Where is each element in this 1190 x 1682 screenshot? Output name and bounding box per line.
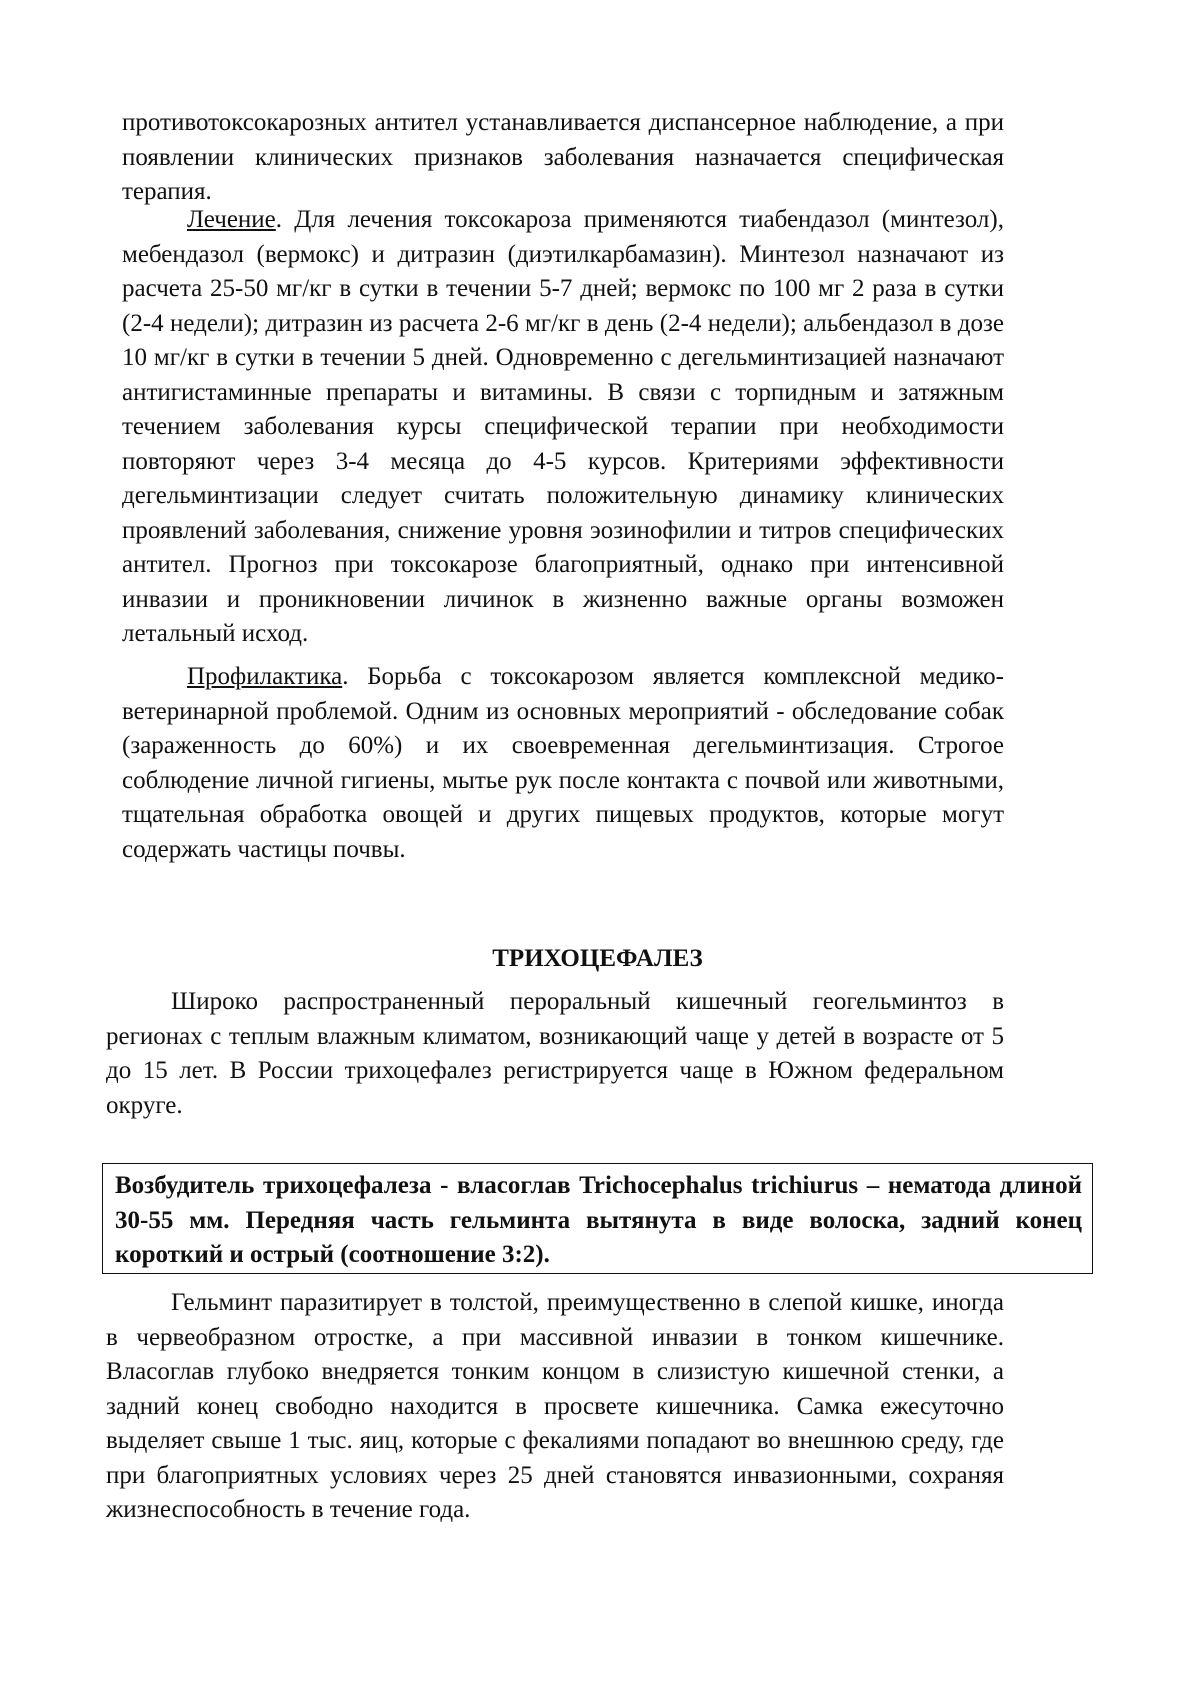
treatment-text: . Для лечения токсокароза применяются тиабендазол (минтезол), мебендазол (вермокс) и дитразин (диэтилкарбамазин). Минтезол назначают из расчета 25-50 мг/кг в сутки в течении 5-7 дней; вермокс по 100 мг 2 раза в сутки (2-4 недели); дитразин из расчета 2-6 мг/кг в день (2-4 недели); альбендазол в дозе 10 мг/кг в сутки в течении 5 дней. Одновременно с дегельминтизацией назначают антигистаминные препараты и витамины. В связи с торпидным и затяжным течением заболевания курсы специфической терапии при необходимости повторяют через 3-4 месяца до 4-5 курсов. Критериями эффективности дегельминтизации следует считать положительную динамику клинических проявлений заболевания, снижение уровня эозинофилии и титров специфических антител. Прогноз при токсокарозе благоприятный, однако при интенсивной инвазии и проникновении личинок в жизненно важные органы возможен летальный исход.: [122, 206, 1004, 647]
paragraph-prevention: [122, 660, 1004, 867]
paragraph-continuation: противотоксокарозных антител устанавливается диспансерное наблюдение, а при появлении клинических признаков заболевания назначается специфическая терапия.: [122, 109, 1004, 205]
section-heading: ТРИХОЦЕФАЛЕЗ: [492, 945, 703, 972]
prevention-label: Профилактика: [187, 663, 343, 690]
paragraph-trichocephalosis-intro: Широко распространенный пероральный кишечный геогельминтоз в регионах с теплым влажным климатом, возникающий чаще у детей в возрасте от 5 до 15 лет. В России трихоцефалез регистрируется чаще в Южном федеральном округе.: [106, 988, 1004, 1119]
prevention-text: . Борьба с токсокарозом является комплексной медико-ветеринарной проблемой. Одним из основных мероприятий - обследование собак (зараженность до 60%) и их своевременная дегельминтизация. Строгое соблюдение личной гигиены, мытье рук после контакта с почвой или животными, тщательная обработка овощей и других пищевых продуктов, которые могут содержать частицы почвы.: [122, 663, 1004, 863]
paragraph-helminth-description: Гельминт паразитирует в толстой, преимущественно в слепой кишке, иногда в червеобразном отростке, а при массивной инвазии в тонком кишечнике. Власоглав глубоко внедряется тонким концом в слизистую кишечной стенки, а задний конец свободно находится в просвете кишечника. Самка ежесуточно выделяет свыше 1 тыс. яиц, которые с фекалиями попадают во внешнюю среду, где при благоприятных условиях через 25 дней становятся инвазионными, сохраняя жизнеспособность в течение года.: [106, 1289, 1004, 1523]
paragraph-treatment: [122, 203, 1004, 652]
pathogen-box: [102, 1163, 1093, 1274]
pathogen-box-text: Возбудитель трихоцефалеза - власоглав Trichocephalus trichiurus – нематода длиной 30-55 мм. Передняя часть гельминта вытянута в виде волоска, задний конец короткий и острый (соотношение 3:2).: [115, 1172, 1082, 1268]
treatment-label: Лечение: [187, 206, 276, 233]
